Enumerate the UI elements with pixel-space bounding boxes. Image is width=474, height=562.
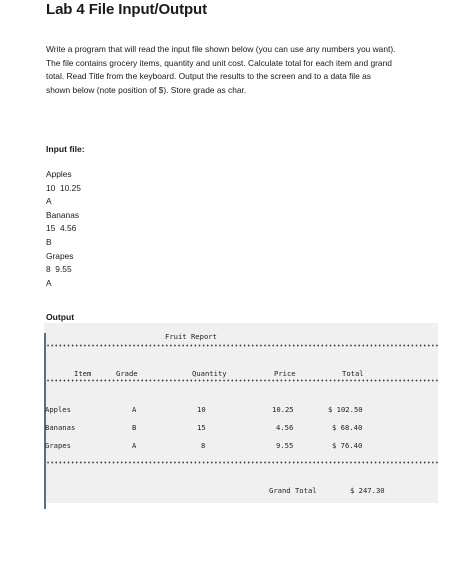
row-total: $ 76.40 xyxy=(332,441,363,450)
header-price: Price xyxy=(274,369,296,378)
header-quantity: Quantity xyxy=(192,369,227,378)
row-quantity: 10 xyxy=(197,405,206,414)
console-output-screenshot xyxy=(44,323,438,503)
input-file-contents xyxy=(46,168,81,290)
row-total: $ 102.50 xyxy=(328,405,363,414)
console-left-border xyxy=(44,333,46,509)
row-item: Bananas xyxy=(45,423,76,432)
paragraph-line: total. Read Title from the keyboard. Output the results to the screen and to a data file as xyxy=(46,71,371,82)
paragraph-line: shown below (note position of $). Store grade as char. xyxy=(46,84,247,95)
row-price: 10.25 xyxy=(272,405,294,414)
header-grade: Grade xyxy=(116,369,138,378)
row-total: $ 68.40 xyxy=(332,423,363,432)
row-quantity: 8 xyxy=(201,441,206,450)
page-title: Lab 4 File Input/Output xyxy=(46,1,208,18)
input-line: 8 9.55 xyxy=(46,264,72,275)
header-total: Total xyxy=(342,369,364,378)
report-title: Fruit Report xyxy=(165,332,217,341)
input-line: Apples xyxy=(46,169,72,179)
paragraph-line: Write a program that will read the input file shown below (you can use any numbers you want). xyxy=(46,44,396,54)
star-divider xyxy=(46,461,438,464)
row-grade: B xyxy=(132,423,137,432)
star-divider xyxy=(46,344,438,347)
input-line: B xyxy=(46,236,52,247)
row-item: Apples xyxy=(45,405,71,414)
input-line: A xyxy=(46,196,52,207)
row-item: Grapes xyxy=(45,441,71,450)
row-grade: A xyxy=(132,441,137,450)
star-divider xyxy=(46,379,438,382)
input-line: A xyxy=(46,277,52,288)
output-label: Output xyxy=(46,312,75,322)
row-price: 9.55 xyxy=(276,441,294,450)
paragraph-line: The file contains grocery items, quantity and unit cost. Calculate total for each item and grand xyxy=(46,57,392,68)
header-item: Item xyxy=(74,369,92,378)
row-grade: A xyxy=(132,405,137,414)
input-line: 10 10.25 xyxy=(46,182,81,193)
grand-total-label: Grand Total xyxy=(269,486,317,495)
input-line: 15 4.56 xyxy=(46,223,77,234)
grand-total-value: $ 247.30 xyxy=(350,486,385,495)
input-line: Grapes xyxy=(46,250,74,261)
row-quantity: 15 xyxy=(197,423,206,432)
row-price: 4.56 xyxy=(276,423,294,432)
input-line: Bananas xyxy=(46,209,80,220)
instructions-paragraph xyxy=(46,43,456,97)
input-file-label: Input file: xyxy=(46,144,85,154)
